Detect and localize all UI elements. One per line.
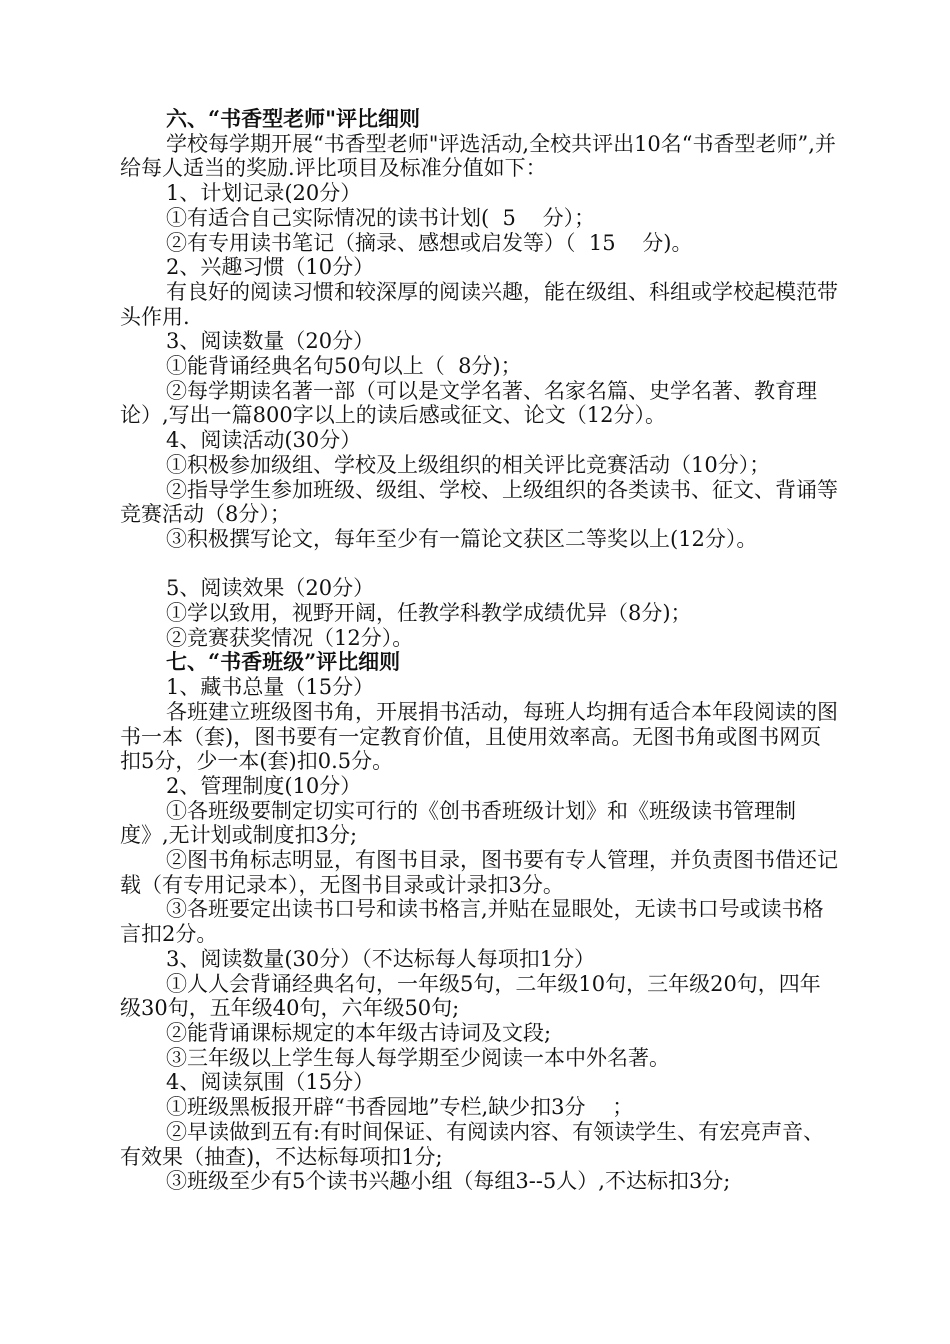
section7-item3-c: ③三年级以上学生每人每学期至少阅读一本中外名著。 [166,1045,670,1070]
section6-item1-b: ②有专用读书笔记（摘录、感想或启发等）（ 15 分)。 [166,230,693,255]
section6-item4-title: 4、阅读活动(30分） [166,428,362,453]
section6-item3-title: 3、阅读数量（20分） [166,329,375,354]
section7-item4-b: ②早读做到五有:有时间保证、有阅读内容、有领读学生、有宏亮声音、有效果（抽查)，不达标每项扣1分; [120,1119,825,1169]
section6-title: 六、“书香型老师"评比细则 [166,106,421,131]
section6-item1-a: ①有适合自己实际情况的读书计划( 5 分）； [166,205,596,230]
section7-item1-title: 1、藏书总量（15分） [166,675,375,700]
section6-item1-title: 1、计划记录(20分） [166,181,362,206]
document-page [120,107,840,1194]
section6-item2-text: 有良好的阅读习惯和较深厚的阅读兴趣，能在级组、科组或学校起模范带头作用. [120,279,838,329]
section6-item4-a: ①积极参加级组、学校及上级组织的相关评比竞赛活动（10分）； [166,452,771,477]
section7-item4-title: 4、阅读氛围（15分） [166,1070,375,1095]
section6-item3-a: ①能背诵经典名句50句以上（ 8分)； [166,354,522,379]
section7-title: 七、“书香班级”评比细则 [166,649,401,675]
section7-item1-text: 各班建立班级图书角，开展捐书活动，每班人均拥有适合本年段阅读的图书一本（套)，图书要有一定教育价值，且使用效率高。无图书角或图书网页扣5分，少一本(套)扣0.5分。 [120,699,838,774]
section7-item2-title: 2、管理制度(10分） [166,773,362,798]
section6-item4-c: ③积极撰写论文，每年至少有一篇论文获区二等奖以上(12分）。 [166,526,758,551]
section6-item2-title: 2、兴趣习惯（10分） [166,255,375,280]
section7-item2-a: ①各班级要制定切实可行的《创书香班级计划》和《班级读书管理制度》,无计划或制度扣3分; [120,798,796,848]
section6-item5-b: ②竞赛获奖情况（12分）。 [166,625,414,650]
section6-item5-a: ①学以致用，视野开阔，任教学科教学成绩优异（8分)； [166,601,692,626]
section6-intro: 学校每学期开展“书香型老师"评选活动,全校共评出10名“书香型老师”,并给每人适当的奖励.评比项目及标准分值如下： [120,131,836,181]
section7-item2-b: ②图书角标志明显，有图书目录，图书要有专人管理，并负责图书借还记载（有专用记录本），无图书目录或计录扣3分。 [120,848,838,897]
blank-line [120,552,840,577]
section7-item4-a: ①班级黑板报开辟“书香园地”专栏,缺少扣3分 ； [166,1095,634,1120]
section7-item3-title: 3、阅读数量(30分）（不达标每人每项扣1分） [166,946,596,971]
section7-item2-c: ③各班要定出读书口号和读书格言,并贴在显眼处，无读书口号或读书格言扣2分。 [120,897,824,947]
section7-item3-a: ①人人会背诵经典名句，一年级5句，二年级10句，三年级20句，四年级30句，五年级40句，六年级50句; [120,971,821,1021]
section6-item4-b: ②指导学生参加班级、级组、学校、上级组织的各类读书、征文、背诵等竞赛活动（8分）； [120,477,838,527]
section6-item3-b: ②每学期读名著一部（可以是文学名著、名家名篇、史学名著、教育理论）,写出一篇800字以上的读后感或征文、论文（12分）。 [120,378,817,428]
section6-item5-title: 5、阅读效果（20分） [166,576,375,601]
section7-item3-b: ②能背诵课标规定的本年级古诗词及文段; [166,1021,552,1045]
section7-item4-c: ③班级至少有5个读书兴趣小组（每组3--5人）,不达标扣3分; [166,1169,731,1194]
